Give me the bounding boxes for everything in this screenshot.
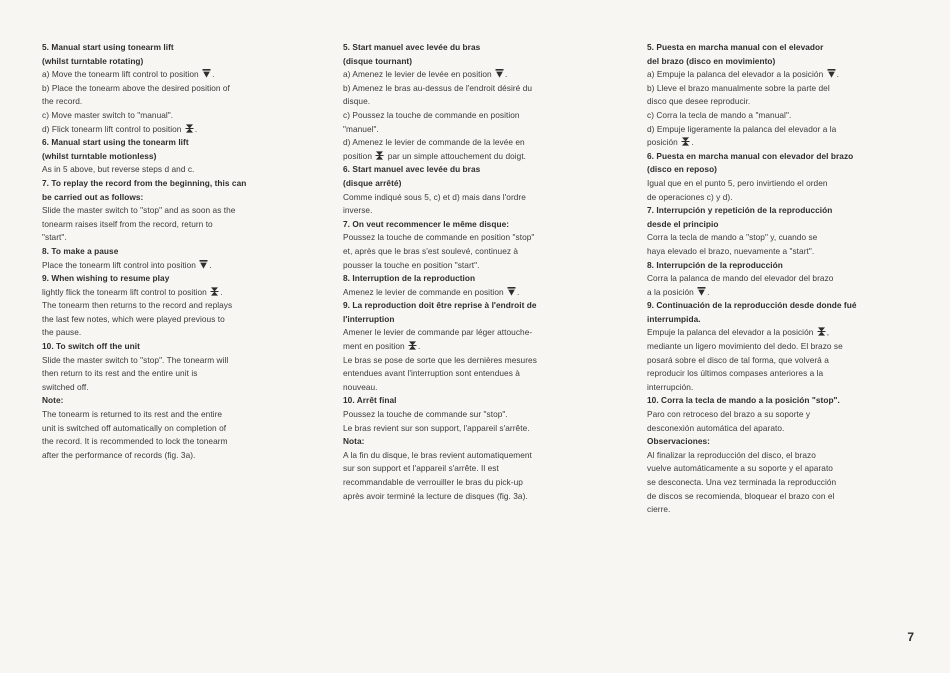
line-text: de discos se recomienda, bloquear el brazo con el <box>647 490 835 501</box>
column-spanish <box>647 41 912 517</box>
text-line <box>343 245 605 259</box>
text-line <box>343 259 605 273</box>
line-text: 8. Interrupción de la reproducción <box>647 259 783 270</box>
line-text: disque. <box>343 96 371 107</box>
line-text: Igual que en el punto 5, pero invirtiendo el orden <box>647 177 828 188</box>
line-text: entendues avant l'interruption sont entendues à <box>343 368 520 379</box>
text-line <box>647 82 912 96</box>
tonearm-lever-up-icon <box>199 260 208 269</box>
line-text-after-icon: . <box>194 123 198 134</box>
text-line <box>343 231 605 245</box>
line-text: 9. When wishing to resume play <box>42 273 170 284</box>
text-line <box>647 191 912 205</box>
line-text: Corra la palanca de mando del elevador del brazo <box>647 273 834 284</box>
line-text-after-icon: . <box>691 137 694 148</box>
page-number: 7 <box>907 630 914 644</box>
line-text: lightly flick the tonearm lift control to position <box>42 286 207 297</box>
line-text: Nota: <box>343 436 365 447</box>
line-text: Amener le levier de commande par léger attouche- <box>343 327 533 338</box>
section-heading <box>343 272 605 286</box>
section-heading <box>343 313 605 327</box>
text-line <box>343 476 605 490</box>
text-line <box>343 462 605 476</box>
text-line <box>343 367 605 381</box>
text-line <box>647 272 912 286</box>
section-heading <box>343 299 605 313</box>
text-line <box>647 245 912 259</box>
text-line <box>647 340 912 354</box>
text-line <box>647 123 912 137</box>
text-line <box>343 381 605 395</box>
tonearm-lever-down-icon <box>210 287 219 296</box>
tonearm-lever-up-icon <box>495 69 504 78</box>
line-text: 10. Arrêt final <box>343 395 397 406</box>
line-text-after-icon: , <box>826 327 830 338</box>
section-heading <box>647 163 912 177</box>
line-text-after-icon: . <box>212 69 215 80</box>
line-text: sur son support et l'appareil s'arrête. Il est <box>343 463 499 474</box>
line-text: Le bras revient sur son support, l'appareil s'arrête. <box>343 422 530 433</box>
line-text: Slide the master switch to "stop". The tonearm will <box>42 354 229 365</box>
tonearm-lever-up-icon <box>507 287 516 296</box>
tonearm-lever-down-icon <box>408 341 417 350</box>
text-line <box>42 449 300 463</box>
line-text: se desconecta. Una vez terminada la reproducción <box>647 477 837 487</box>
section-heading <box>647 204 912 218</box>
line-text: the pause. <box>42 327 82 338</box>
section-heading <box>647 55 912 69</box>
text-line <box>42 204 300 218</box>
line-text: l'interruption <box>343 313 395 324</box>
line-text-after-icon: . <box>836 69 839 80</box>
text-line <box>42 326 300 340</box>
line-text-after-icon: . <box>209 259 212 270</box>
line-text-after-icon: . <box>505 69 508 80</box>
text-line <box>343 408 605 422</box>
line-text-after-icon: par un simple attouchement du doigt. <box>385 150 527 161</box>
text-line <box>42 286 300 300</box>
line-text: switched off. <box>42 381 89 392</box>
line-text: cierre. <box>647 504 671 515</box>
text-line <box>647 381 912 395</box>
line-text: disco que desee reproducir. <box>647 96 751 107</box>
text-line <box>647 109 912 123</box>
section-heading <box>647 41 912 55</box>
line-text: "manuel". <box>343 123 379 134</box>
section-heading <box>42 136 300 150</box>
line-text: Comme indiqué sous 5, c) et d) mais dans l'ordre <box>343 191 526 202</box>
section-heading <box>42 394 300 408</box>
text-line <box>42 231 300 245</box>
section-heading <box>343 435 605 449</box>
line-text: 10. To switch off the unit <box>42 341 140 352</box>
text-line <box>647 462 912 476</box>
section-heading <box>42 41 300 55</box>
text-line <box>343 354 605 368</box>
line-text: Slide the master switch to "stop" and as soon as the <box>42 205 236 216</box>
text-line <box>343 95 605 109</box>
line-text: haya elevado el brazo, nuevamente a "start". <box>647 245 815 256</box>
text-line <box>343 82 605 96</box>
line-text: desconexión automática del aparato. <box>647 422 785 433</box>
line-text: interrupción. <box>647 381 694 392</box>
line-text: Observaciones: <box>647 436 710 447</box>
tonearm-lever-up-icon <box>827 69 836 78</box>
line-text: d) Flick tonearm lift control to position <box>42 123 182 134</box>
line-text: 10. Corra la tecla de mando a la posición "stop". <box>647 395 840 406</box>
line-text: ment en position <box>343 341 405 352</box>
line-text: a) Amenez le levier de levée en position <box>343 69 492 80</box>
line-text: desde el principio <box>647 218 719 229</box>
text-line <box>647 95 912 109</box>
line-text: unit is switched off automatically on completion of <box>42 422 227 433</box>
line-text: after the performance of records (fig. 3a). <box>42 449 196 460</box>
text-line <box>647 422 912 436</box>
line-text: et, après que le bras s'est soulevé, continuez à <box>343 245 519 256</box>
line-text: interrumpida. <box>647 313 701 324</box>
section-heading <box>647 313 912 327</box>
text-line <box>647 367 912 381</box>
section-heading <box>42 177 300 191</box>
line-text: 6. Start manuel avec levée du bras <box>343 164 481 175</box>
line-text: a) Move the tonearm lift control to position <box>42 69 199 80</box>
line-text: the last few notes, which were played previous to <box>42 313 225 324</box>
section-heading <box>42 150 300 164</box>
line-text: b) Lleve el brazo manualmente sobre la parte del <box>647 82 830 93</box>
tonearm-lever-down-icon <box>185 124 194 133</box>
line-text: position <box>343 150 372 161</box>
line-text: c) Move master switch to "manual". <box>42 109 174 120</box>
line-text: The tonearm then returns to the record and replays <box>42 300 233 311</box>
line-text: pousser la touche en position "start". <box>343 259 480 270</box>
line-text: 6. Manual start using the tonearm lift <box>42 137 189 148</box>
line-text-after-icon: . <box>517 286 520 297</box>
line-text: Le bras se pose de sorte que les dernières mesures <box>343 354 537 365</box>
text-line <box>42 82 300 96</box>
line-text: As in 5 above, but reverse steps d and c. <box>42 164 195 175</box>
text-line <box>42 367 300 381</box>
line-text: c) Poussez la touche de commande en position <box>343 109 520 120</box>
line-text: (disco en reposo) <box>647 164 717 175</box>
text-line <box>343 204 605 218</box>
text-line <box>647 490 912 504</box>
line-text: 5. Start manuel avec levée du bras <box>343 42 481 52</box>
section-heading <box>343 55 605 69</box>
line-text: Paro con retroceso del brazo a su soporte y <box>647 409 811 420</box>
text-line <box>647 503 912 517</box>
line-text: Poussez la touche de commande en position "stop" <box>343 232 535 243</box>
line-text: the record. <box>42 96 83 107</box>
line-text: (whilst turntable rotating) <box>42 55 144 66</box>
line-text: d) Amenez le levier de commande de la levée en <box>343 137 525 148</box>
tonearm-lever-up-icon <box>202 69 211 78</box>
section-heading <box>647 435 912 449</box>
line-text: del brazo (disco en movimiento) <box>647 55 776 66</box>
text-line <box>42 435 300 449</box>
text-line <box>42 109 300 123</box>
line-text: 7. To replay the record from the beginning, this can <box>42 177 247 188</box>
text-line <box>343 449 605 463</box>
line-text: be carried out as follows: <box>42 191 144 202</box>
section-heading <box>343 177 605 191</box>
tonearm-lever-down-icon <box>817 327 826 336</box>
line-text: Corra la tecla de mando a "stop" y, cuando se <box>647 232 818 243</box>
line-text: 5. Puesta en marcha manual con el elevador <box>647 42 824 52</box>
line-text: 8. To make a pause <box>42 245 119 256</box>
column-french <box>343 41 605 503</box>
section-heading <box>42 191 300 205</box>
section-heading <box>343 163 605 177</box>
text-line <box>647 354 912 368</box>
line-text: après avoir terminé la lecture de disques (fig. 3a). <box>343 490 528 501</box>
line-text: nouveau. <box>343 381 378 392</box>
text-line <box>42 381 300 395</box>
line-text: b) Place the tonearm above the desired position of <box>42 82 230 93</box>
line-text: posición <box>647 137 678 148</box>
line-text: a la posición <box>647 286 694 297</box>
line-text: The tonearm is returned to its rest and the entire <box>42 409 223 420</box>
text-line <box>42 163 300 177</box>
line-text: b) Amenez le bras au-dessus de l'endroit désiré du <box>343 82 533 93</box>
line-text: 8. Interruption de la reproduction <box>343 273 476 284</box>
text-line <box>343 109 605 123</box>
line-text-after-icon: . <box>418 341 421 352</box>
text-line <box>647 177 912 191</box>
line-text: Note: <box>42 395 64 406</box>
line-text: d) Empuje ligeramente la palanca del elevador a la <box>647 123 837 134</box>
line-text: "start". <box>42 232 67 243</box>
line-text: c) Corra la tecla de mando a "manual". <box>647 109 792 120</box>
line-text: recommandable de verrouiller le bras du pick-up <box>343 477 523 487</box>
line-text: posará sobre el disco de tal forma, que volverá a <box>647 354 829 365</box>
text-line <box>647 476 912 490</box>
line-text: Empuje la palanca del elevador a la posición <box>647 327 814 338</box>
text-line <box>343 422 605 436</box>
section-heading <box>42 245 300 259</box>
text-line <box>647 231 912 245</box>
section-heading <box>42 55 300 69</box>
text-line <box>343 136 605 150</box>
section-heading <box>343 41 605 55</box>
text-line <box>647 326 912 340</box>
tonearm-lever-up-icon <box>697 287 706 296</box>
section-heading <box>647 394 912 408</box>
text-line <box>42 408 300 422</box>
line-text: tonearm raises itself from the record, return to <box>42 218 213 229</box>
text-line <box>343 340 605 354</box>
text-line <box>343 490 605 504</box>
section-heading <box>647 218 912 232</box>
text-line <box>647 408 912 422</box>
section-heading <box>647 299 912 313</box>
line-text: Amenez le levier de commande en position <box>343 286 504 297</box>
text-line <box>42 123 300 137</box>
section-heading <box>343 218 605 232</box>
line-text: (disque tournant) <box>343 55 413 66</box>
text-line <box>343 68 605 82</box>
text-line <box>647 68 912 82</box>
line-text: Place the tonearm lift control into position <box>42 259 196 270</box>
text-line <box>42 68 300 82</box>
line-text: 7. On veut recommencer le même disque: <box>343 218 510 229</box>
line-text: (disque arrêté) <box>343 177 402 188</box>
text-line <box>647 136 912 150</box>
section-heading <box>647 150 912 164</box>
tonearm-lever-down-icon <box>681 137 690 146</box>
text-line <box>343 191 605 205</box>
tonearm-lever-down-icon <box>375 151 384 160</box>
line-text: 9. La reproduction doit être reprise à l'endroit de <box>343 300 537 311</box>
text-line <box>42 95 300 109</box>
text-line <box>42 259 300 273</box>
line-text: then return to its rest and the entire unit is <box>42 368 198 379</box>
line-text: (whilst turntable motionless) <box>42 150 157 161</box>
line-text: de operaciones c) y d). <box>647 191 733 202</box>
text-line <box>343 326 605 340</box>
text-line <box>343 150 605 164</box>
line-text: inverse. <box>343 205 373 216</box>
line-text: the record. It is recommended to lock the tonearm <box>42 436 228 447</box>
line-text-after-icon: . <box>220 286 223 297</box>
text-line <box>343 123 605 137</box>
line-text: 9. Continuación de la reproducción desde donde fué <box>647 300 857 311</box>
line-text-after-icon: . <box>707 286 710 297</box>
text-line <box>647 286 912 300</box>
text-line <box>42 313 300 327</box>
line-text: reproducir los últimos compases anteriores a la <box>647 368 824 379</box>
line-text: 5. Manual start using tonearm lift <box>42 42 174 52</box>
column-english <box>42 41 300 462</box>
line-text: mediante un ligero movimiento del dedo. El brazo se <box>647 341 843 352</box>
line-text: vuelve automáticamente a su soporte y el aparato <box>647 463 833 474</box>
line-text: a) Empuje la palanca del elevador a la posición <box>647 69 824 80</box>
text-line <box>42 299 300 313</box>
text-line <box>42 354 300 368</box>
section-heading <box>42 272 300 286</box>
section-heading <box>42 340 300 354</box>
section-heading <box>343 394 605 408</box>
text-line <box>42 218 300 232</box>
line-text: 6. Puesta en marcha manual con elevador del brazo <box>647 150 854 161</box>
text-line <box>343 286 605 300</box>
line-text: Al finalizar la reproducción del disco, el brazo <box>647 449 816 460</box>
line-text: A la fin du disque, le bras revient automatiquement <box>343 449 532 460</box>
line-text: Poussez la touche de commande sur "stop". <box>343 409 508 420</box>
section-heading <box>647 259 912 273</box>
text-line <box>647 449 912 463</box>
line-text: 7. Interrupción y repetición de la reproducción <box>647 205 833 216</box>
text-line <box>42 422 300 436</box>
